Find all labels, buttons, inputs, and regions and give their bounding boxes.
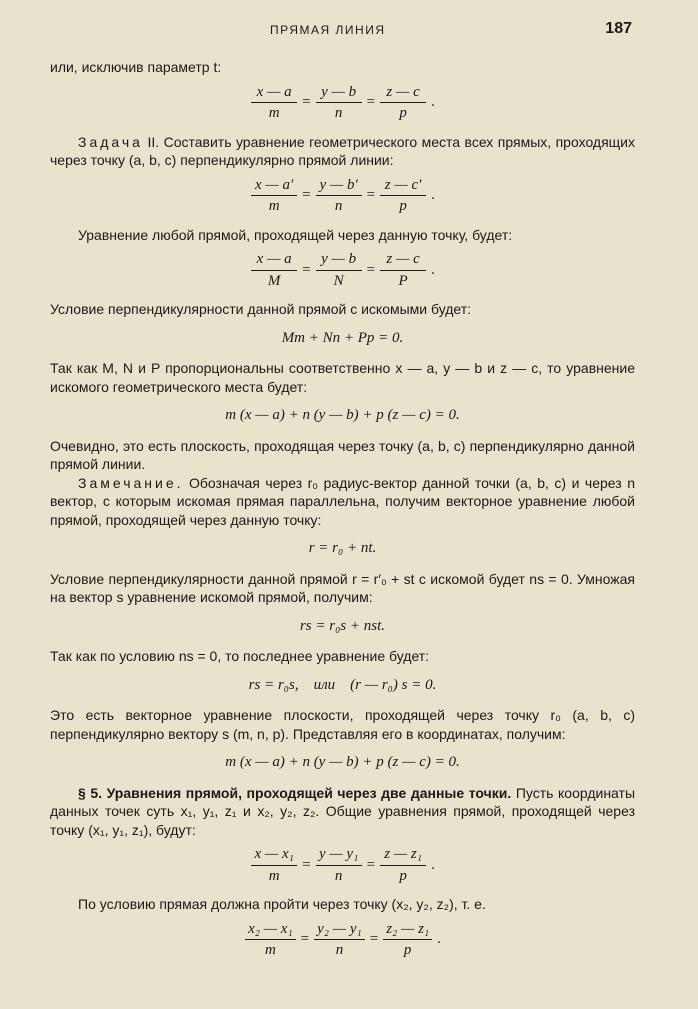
equation: r = r₀ + nt. xyxy=(308,540,377,556)
paragraph: Очевидно, это есть плоскость, проходящая через точку (a, b, c) перпендикулярно данной прямой линии. xyxy=(50,437,635,472)
numerator: y — b xyxy=(316,250,362,271)
numerator: x — x₁ xyxy=(251,845,297,866)
paragraph: Уравнение любой прямой, проходящей через данную точку, будет: xyxy=(78,226,513,243)
numerator: x₂ — x₁ xyxy=(245,920,296,941)
equation: rs = r₀s + nst. xyxy=(299,617,386,634)
denominator: p xyxy=(403,942,412,958)
numerator: x — a xyxy=(251,83,297,104)
equation-end: . xyxy=(431,187,435,204)
section-heading: § 5. Уравнения прямой, проходящей через две данные точки. xyxy=(78,784,512,801)
problem-text: II. Составить уравнение геометрического места всех прямых, проходящих через точку (a, b, c) перпендикулярно прямой линии: xyxy=(50,133,636,168)
equation-end: . xyxy=(431,261,435,278)
remark-paragraph xyxy=(50,474,635,530)
denominator: n xyxy=(334,105,343,121)
numerator: x — a′ xyxy=(251,176,297,197)
equation: Mm + Nn + Pp = 0. xyxy=(281,329,404,346)
denominator: m xyxy=(264,942,276,958)
section-paragraph xyxy=(50,784,635,840)
denominator: p xyxy=(399,867,407,884)
equation-end: . xyxy=(437,931,441,948)
denominator: m xyxy=(268,867,280,884)
equation-fraction: $\frac{\text{x₂ — x₁}}{m}$ = $\frac{\text{y₂ — y₁}}{n}$ = $\frac{\text{z₂ — z₁}}{p}$ . xyxy=(50,920,635,960)
paragraph: Это есть векторное уравнение плоскости, проходящей через точку r₀ (a, b, c) перпендикулярно вектору s (m, n, p). Представляя его в координатах, получим: xyxy=(50,707,635,742)
equation-end: . xyxy=(431,94,435,111)
remark-label: Замечание. xyxy=(78,474,184,491)
denominator: n xyxy=(334,867,343,884)
equation-fraction: $\frac{x — a}{M}$ = $\frac{y — b}{N}$ = $\frac{z — c}{P}$ . xyxy=(50,250,635,290)
denominator: m xyxy=(268,198,280,214)
paragraph: или, исключив параметр t: xyxy=(50,59,222,75)
numerator: x — a xyxy=(251,250,297,271)
denominator: p xyxy=(399,105,407,121)
denominator: M xyxy=(267,272,281,289)
paragraph: Так как M, N и P пропорциональны соответственно x — a, y — b и z — c, то уравнение искомого геометрического места будет: xyxy=(50,360,635,395)
paragraph: По условию прямая должна пройти через точку (x₂, y₂, z₂), т. е. xyxy=(78,896,486,912)
paragraph: Условие перпендикулярности данной прямой r = r′₀ + st с искомой будет ns = 0. Умножая на вектор s уравнение искомой прямой, получим: xyxy=(50,570,635,605)
numerator: z₂ — z₁ xyxy=(383,920,432,941)
numerator: z — c xyxy=(380,83,426,104)
equation: m (x — a) + n (y — b) + p (z — c) = 0. xyxy=(225,754,460,770)
running-header xyxy=(0,22,698,42)
problem-paragraph xyxy=(50,133,635,170)
numerator: y — b xyxy=(316,83,362,104)
equation-fraction: $\frac{\text{x — x₁}}{m}$ = $\frac{\text{y — y₁}}{n}$ = $\frac{\text{z — z₁}}{p}$ . xyxy=(50,845,635,885)
equation-end: . xyxy=(431,856,435,873)
numerator: z — c xyxy=(380,250,426,271)
denominator: p xyxy=(399,198,407,214)
running-title: ПРЯМАЯ ЛИНИЯ xyxy=(270,23,386,37)
paragraph: Так как по условию ns = 0, то последнее уравнение будет: xyxy=(50,648,430,664)
denominator: m xyxy=(268,105,280,121)
numerator: y₂ — y₁ xyxy=(314,920,365,941)
numerator: z — z₁ xyxy=(380,845,426,866)
equation: m (x — a) + n (y — b) + p (z — c) = 0. xyxy=(225,407,460,423)
denominator: N xyxy=(333,272,344,289)
remark-text: Обозначая через r₀ радиус-вектор данной точки (a, b, c) и через n вектор, с которым искомая прямая параллельна, получим векторное уравнение любой прямой, проходящей через данную точку: xyxy=(50,474,635,528)
equation-fraction: $\frac{x — a'}{m}$ = $\frac{y — b'}{n}$ = $\frac{z — c'}{p}$ . xyxy=(50,176,635,216)
equation-fraction: $\frac{x — a}{m}$ = $\frac{y — b}{n}$ = $\frac{z — c}{p}$ . xyxy=(50,83,635,123)
page-number: 187 xyxy=(605,20,632,37)
numerator: y — b′ xyxy=(316,176,362,197)
denominator: n xyxy=(334,198,343,214)
equation: rs = r₀s, или (r — r₀) s = 0. xyxy=(248,676,437,693)
numerator: z — c′ xyxy=(380,176,426,197)
problem-label: Задача xyxy=(78,133,143,150)
denominator: P xyxy=(398,272,408,289)
numerator: y — y₁ xyxy=(316,845,362,866)
paragraph: Условие перпендикулярности данной прямой с искомыми будет: xyxy=(50,301,472,317)
section-text: Пусть координаты данных точек суть x₁, y₁, z₁ и x₂, y₂, z₂. Общие уравнения прямой, проходящей через точку (x₁, y₁, z₁), будут: xyxy=(50,784,636,838)
denominator: n xyxy=(335,942,344,958)
page-body xyxy=(50,58,635,970)
